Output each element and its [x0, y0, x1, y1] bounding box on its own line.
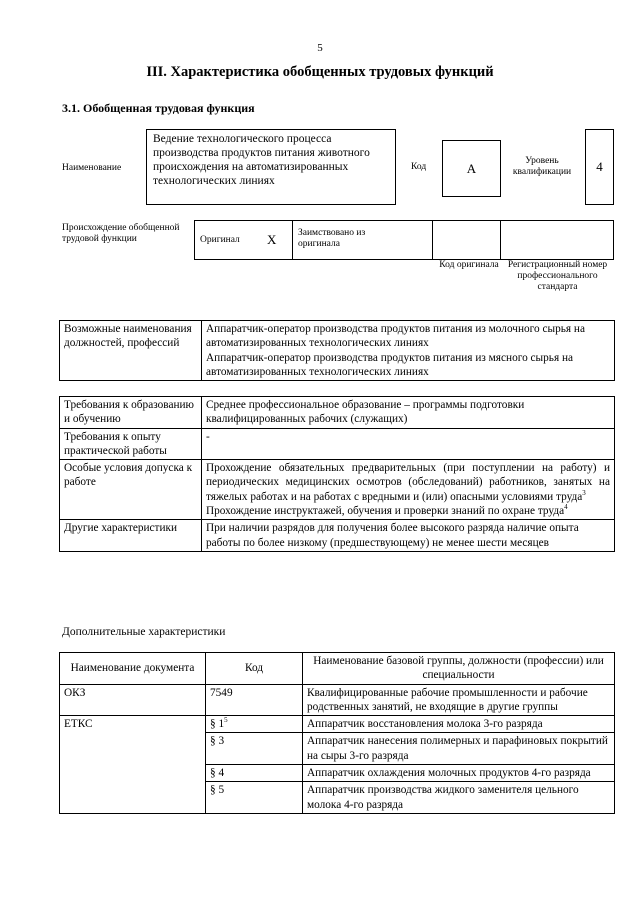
- experience-label: Требования к опыту практической работы: [60, 428, 202, 460]
- requirements-table: [59, 396, 615, 552]
- column-header: Код: [206, 653, 303, 685]
- table-row: [60, 653, 615, 685]
- code-label: Код: [411, 162, 427, 172]
- other-label: Другие характеристики: [60, 520, 202, 552]
- function-name-box: [146, 129, 396, 205]
- reg-number-caption: Регистрационный номер профессионального стандарта: [507, 260, 608, 292]
- divider: [432, 220, 433, 260]
- page-number: 5: [317, 42, 323, 54]
- admission-text: Прохождение обязательных предварительных (при поступлении на работу) и периодических медицинских осмотров (обследований) работников, занятых на тяжелых работах и на работах с вредными и (или) опасными условиями труда: [206, 462, 610, 503]
- table-row: [60, 520, 615, 552]
- okz-code: 7549: [206, 684, 303, 716]
- etks-doc: ЕТКС: [60, 716, 206, 814]
- experience-value: -: [202, 428, 615, 460]
- column-header: Наименование базовой группы, должности (профессии) или специальности: [303, 653, 615, 685]
- subsection-title: 3.1. Обобщенная трудовая функция: [62, 101, 255, 115]
- code-original-caption: Код оригинала: [439, 260, 499, 270]
- original-label: Оригинал: [200, 235, 240, 245]
- borrowed-label: Заимствовано из оригинала: [298, 228, 366, 249]
- table-row: [60, 397, 615, 429]
- okz-doc: ОКЗ: [60, 684, 206, 716]
- other-value: При наличии разрядов для получения более высокого разряда наличие опыта работы по более низкому (предшествующему) не менее шести месяцев: [202, 520, 615, 552]
- admission-item: [206, 504, 610, 518]
- position-item: Аппаратчик-оператор производства продуктов питания из молочного сырья на автоматизированных технологических линиях: [206, 323, 585, 350]
- footnote-mark: 4: [564, 503, 568, 512]
- table-row: [60, 460, 615, 520]
- etks-code: § 4: [206, 765, 303, 782]
- divider: [500, 220, 501, 260]
- section-title: III. Характеристика обобщенных трудовых функций: [146, 64, 494, 80]
- admission-item: [206, 461, 610, 504]
- table-row: [60, 428, 615, 460]
- level-box: [585, 129, 614, 205]
- function-name: Ведение технологического процесса производства продуктов питания животного происхождения на автоматизированных технологических линиях: [153, 133, 370, 187]
- positions-table: [59, 320, 615, 381]
- etks-name: Аппаратчик нанесения полимерных и парафиновых покрытий на сыры 3-го разряда: [303, 733, 615, 765]
- table-row: [60, 321, 615, 381]
- additional-title: Дополнительные характеристики: [62, 626, 226, 638]
- name-label: Наименование: [62, 163, 122, 173]
- education-value: Среднее профессиональное образование – программы подготовки квалифицированных рабочих (служащих): [202, 397, 615, 429]
- table-row: [60, 716, 615, 733]
- etks-code-text: § 1: [210, 718, 225, 731]
- positions-values: [202, 321, 615, 381]
- position-item: Аппаратчик-оператор производства продуктов питания из мясного сырья на автоматизированных технологических линиях: [206, 351, 574, 378]
- original-mark: X: [267, 232, 277, 247]
- positions-label: Возможные наименования должностей, профессий: [60, 321, 202, 381]
- additional-table: [59, 652, 615, 814]
- etks-name: Аппаратчик восстановления молока 3-го разряда: [303, 716, 615, 733]
- footnote-mark: 3: [582, 489, 586, 498]
- level-value: 4: [596, 159, 603, 174]
- column-header: Наименование документа: [60, 653, 206, 685]
- etks-code: § 3: [206, 733, 303, 765]
- footnote-mark: 5: [224, 716, 228, 725]
- level-label: Уровень квалификации: [512, 156, 572, 177]
- table-row: [60, 684, 615, 716]
- admission-label: Особые условия допуска к работе: [60, 460, 202, 520]
- code-box: [442, 140, 501, 197]
- divider: [292, 220, 293, 260]
- etks-code: [206, 716, 303, 733]
- etks-code: § 5: [206, 782, 303, 814]
- etks-name: Аппаратчик охлаждения молочных продуктов 4-го разряда: [303, 765, 615, 782]
- okz-name: Квалифицированные рабочие промышленности и рабочие родственных занятий, не входящие в другие группы: [303, 684, 615, 716]
- admission-value: [202, 460, 615, 520]
- admission-text: Прохождение инструктажей, обучения и проверки знаний по охране труда: [206, 505, 565, 518]
- code-value: A: [466, 161, 477, 176]
- education-label: Требования к образованию и обучению: [60, 397, 202, 429]
- origin-label: Происхождение обобщенной трудовой функции: [62, 223, 180, 244]
- etks-name: Аппаратчик производства жидкого заменителя цельного молока 4-го разряда: [303, 782, 615, 814]
- origin-box: [194, 220, 614, 260]
